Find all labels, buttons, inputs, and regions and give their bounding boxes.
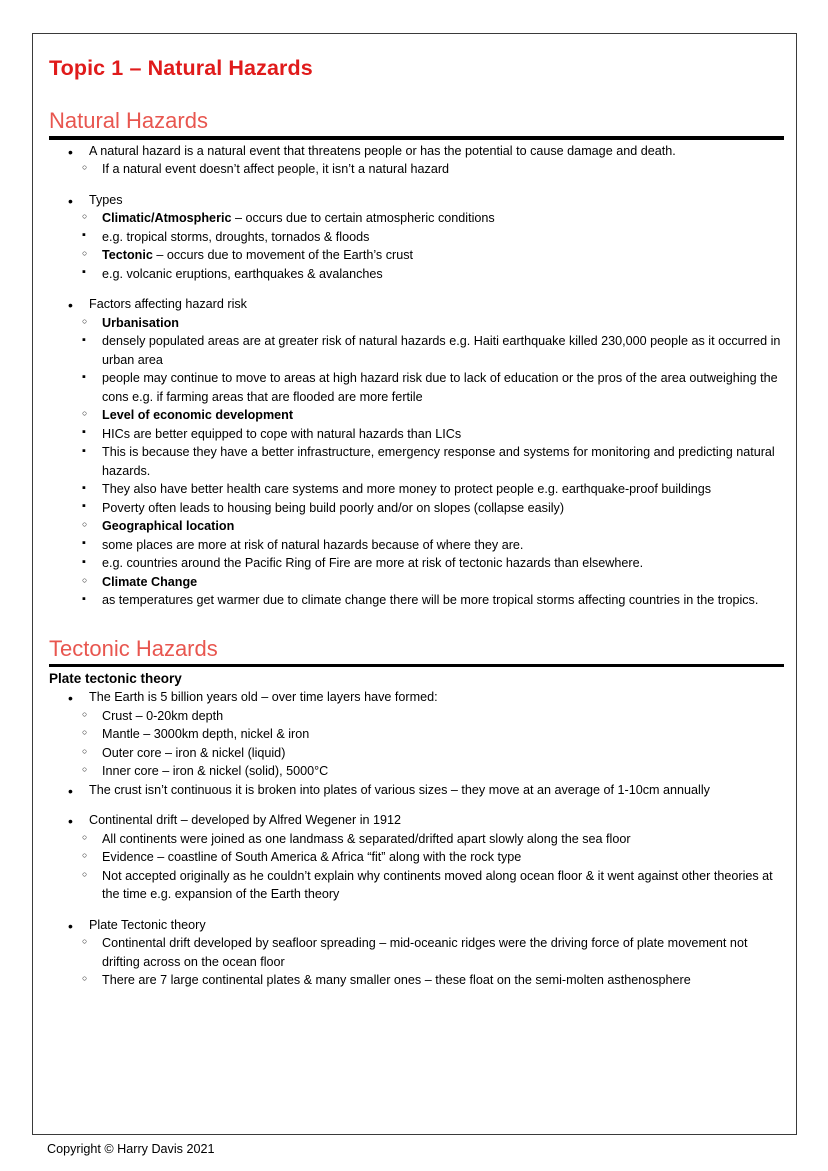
bullet-list-level2 [49,517,782,536]
bullet-list-level2 [49,314,782,333]
list-item [49,332,782,369]
bullet-text: • A natural hazard is a natural event that threatens people or has the potential to cause damage and death. [89,142,782,161]
bullet-text-bold: Geographical location [102,519,235,534]
list-item [49,934,782,971]
bullet-text: ○ All continents were joined as one landmass & separated/drifted apart slowly along the sea floor [102,830,782,849]
page-content [33,34,796,1000]
list-item [49,246,782,265]
bullet-list-level3 [49,591,782,610]
list-item [49,744,782,763]
bullet-text [102,209,782,228]
list-item [49,209,782,228]
list-item [49,867,782,904]
bullet-list-level1 [49,916,782,935]
bullet-list-level2 [49,934,782,990]
bullet-text: • The Earth is 5 billion years old – over time layers have formed: [89,688,782,707]
bullet-text [102,517,782,536]
section-heading-natural-hazards: Natural Hazards [49,107,208,133]
bullet-text [102,314,782,333]
bullet-text: ▪ as temperatures get warmer due to climate change there will be more tropical storms affecting countries in the tropics. [102,591,782,610]
bullet-list-level2 [49,406,782,425]
section-rule [49,664,784,668]
bullet-list-level1 [49,781,782,800]
bullet-text: • Types [89,191,782,210]
section-heading-tectonic-hazards: Tectonic Hazards [49,635,218,661]
bullet-text: ▪ HICs are better equipped to cope with natural hazards than LICs [102,425,782,444]
bullet-text-rest: – occurs due to movement of the Earth’s crust [152,248,414,263]
page-title: Topic 1 – Natural Hazards [49,56,313,80]
bullet-list-level1 [49,191,782,210]
bullet-list-level3 [49,228,782,247]
bullet-text: ○ Evidence – coastline of South America & Africa “fit” along with the rock type [102,848,782,867]
bullet-text: • Plate Tectonic theory [89,916,782,935]
bullet-list-level1 [49,688,782,707]
bullet-list-level1 [49,142,782,161]
list-item [49,830,782,849]
bullet-list-level3 [49,332,782,406]
page-footer: Copyright © Harry Davis 2021 [47,1142,215,1156]
bullet-list-level2 [49,160,782,179]
bullet-list-level1 [49,811,782,830]
subsection-heading-plate-tectonic-theory: Plate tectonic theory [49,671,182,687]
bullet-text: • Factors affecting hazard risk [89,295,782,314]
document-page [32,33,797,1135]
list-item [49,443,782,480]
bullet-text: ▪ densely populated areas are at greater risk of natural hazards e.g. Haiti earthquake killed 230,000 people as it occurred in urban area [102,332,782,369]
bullet-list-level2 [49,830,782,904]
list-item [49,191,782,210]
bullet-text: ○ Continental drift developed by seafloor spreading – mid-oceanic ridges were the driving force of plate movement not drifting across on the ocean floor [102,934,782,971]
bullet-text: • Continental drift – developed by Alfred Wegener in 1912 [89,811,782,830]
list-item [49,406,782,425]
list-item [49,762,782,781]
list-item [49,480,782,499]
list-item [49,517,782,536]
list-item [49,916,782,935]
bullet-list-level2 [49,573,782,592]
bullet-text-bold: Tectonic [102,248,153,263]
bullet-text: ▪ This is because they have a better infrastructure, emergency response and systems for monitoring and predicting natural hazards. [102,443,782,480]
list-item [49,228,782,247]
paragraph-spacer [49,283,782,295]
list-item [49,811,782,830]
list-item [49,591,782,610]
list-item [49,536,782,555]
bullet-list-level3 [49,536,782,573]
bullet-text: • The crust isn’t continuous it is broken into plates of various sizes – they move at an average of 1-10cm annually [89,781,782,800]
bullet-text-bold: Urbanisation [102,315,179,330]
bullet-text [102,406,782,425]
list-item [49,725,782,744]
bullet-text: ▪ people may continue to move to areas at high hazard risk due to lack of education or the pros of the area outweighing the cons e.g. if farming areas that are flooded are more fertile [102,369,782,406]
bullet-list-level3 [49,425,782,518]
bullet-list-level3 [49,265,782,284]
bullet-text: ▪ e.g. countries around the Pacific Ring of Fire are more at risk of tectonic hazards than elsewhere. [102,554,782,573]
bullet-text-bold: Climatic/Atmospheric [102,211,232,226]
list-item [49,160,782,179]
bullet-text: ○ Outer core – iron & nickel (liquid) [102,744,782,763]
bullet-text [102,573,782,592]
bullet-text-bold: Climate Change [102,574,198,589]
list-item [49,499,782,518]
list-item [49,265,782,284]
paragraph-spacer [49,904,782,916]
bullet-text: ▪ They also have better health care systems and more money to protect people e.g. earthquake-proof buildings [102,480,782,499]
bullet-text: ▪ e.g. tropical storms, droughts, tornados & floods [102,228,782,247]
paragraph-spacer [49,799,782,811]
bullet-text: ○ Crust – 0-20km depth [102,707,782,726]
list-item [49,142,782,161]
list-item [49,573,782,592]
section-rule [49,136,784,140]
paragraph-spacer [49,179,782,191]
bullet-text [102,246,782,265]
bullet-text: ○ Mantle – 3000km depth, nickel & iron [102,725,782,744]
list-item [49,848,782,867]
list-item [49,369,782,406]
bullet-list-level2 [49,246,782,265]
bullet-list-level2 [49,209,782,228]
bullet-list-level1 [49,295,782,314]
list-item [49,707,782,726]
bullet-text: ○ Inner core – iron & nickel (solid), 5000°C [102,762,782,781]
bullet-text: ▪ e.g. volcanic eruptions, earthquakes & avalanches [102,265,782,284]
list-item [49,295,782,314]
list-item [49,554,782,573]
bullet-text: ○ If a natural event doesn’t affect people, it isn’t a natural hazard [102,160,782,179]
bullet-list-level2 [49,707,782,781]
bullet-text: ○ There are 7 large continental plates & many smaller ones – these float on the semi-molten asthenosphere [102,971,782,990]
bullet-text: ▪ Poverty often leads to housing being build poorly and/or on slopes (collapse easily) [102,499,782,518]
bullet-text: ▪ some places are more at risk of natural hazards because of where they are. [102,536,782,555]
bullet-text: ○ Not accepted originally as he couldn’t explain why continents moved along ocean floor & it went against other theories at the time e.g. expansion of the Earth theory [102,867,782,904]
list-item [49,314,782,333]
list-item [49,971,782,990]
list-item [49,688,782,707]
list-item [49,781,782,800]
bullet-text-bold: Level of economic development [102,408,294,423]
bullet-text-rest: – occurs due to certain atmospheric conditions [231,211,495,226]
list-item [49,425,782,444]
